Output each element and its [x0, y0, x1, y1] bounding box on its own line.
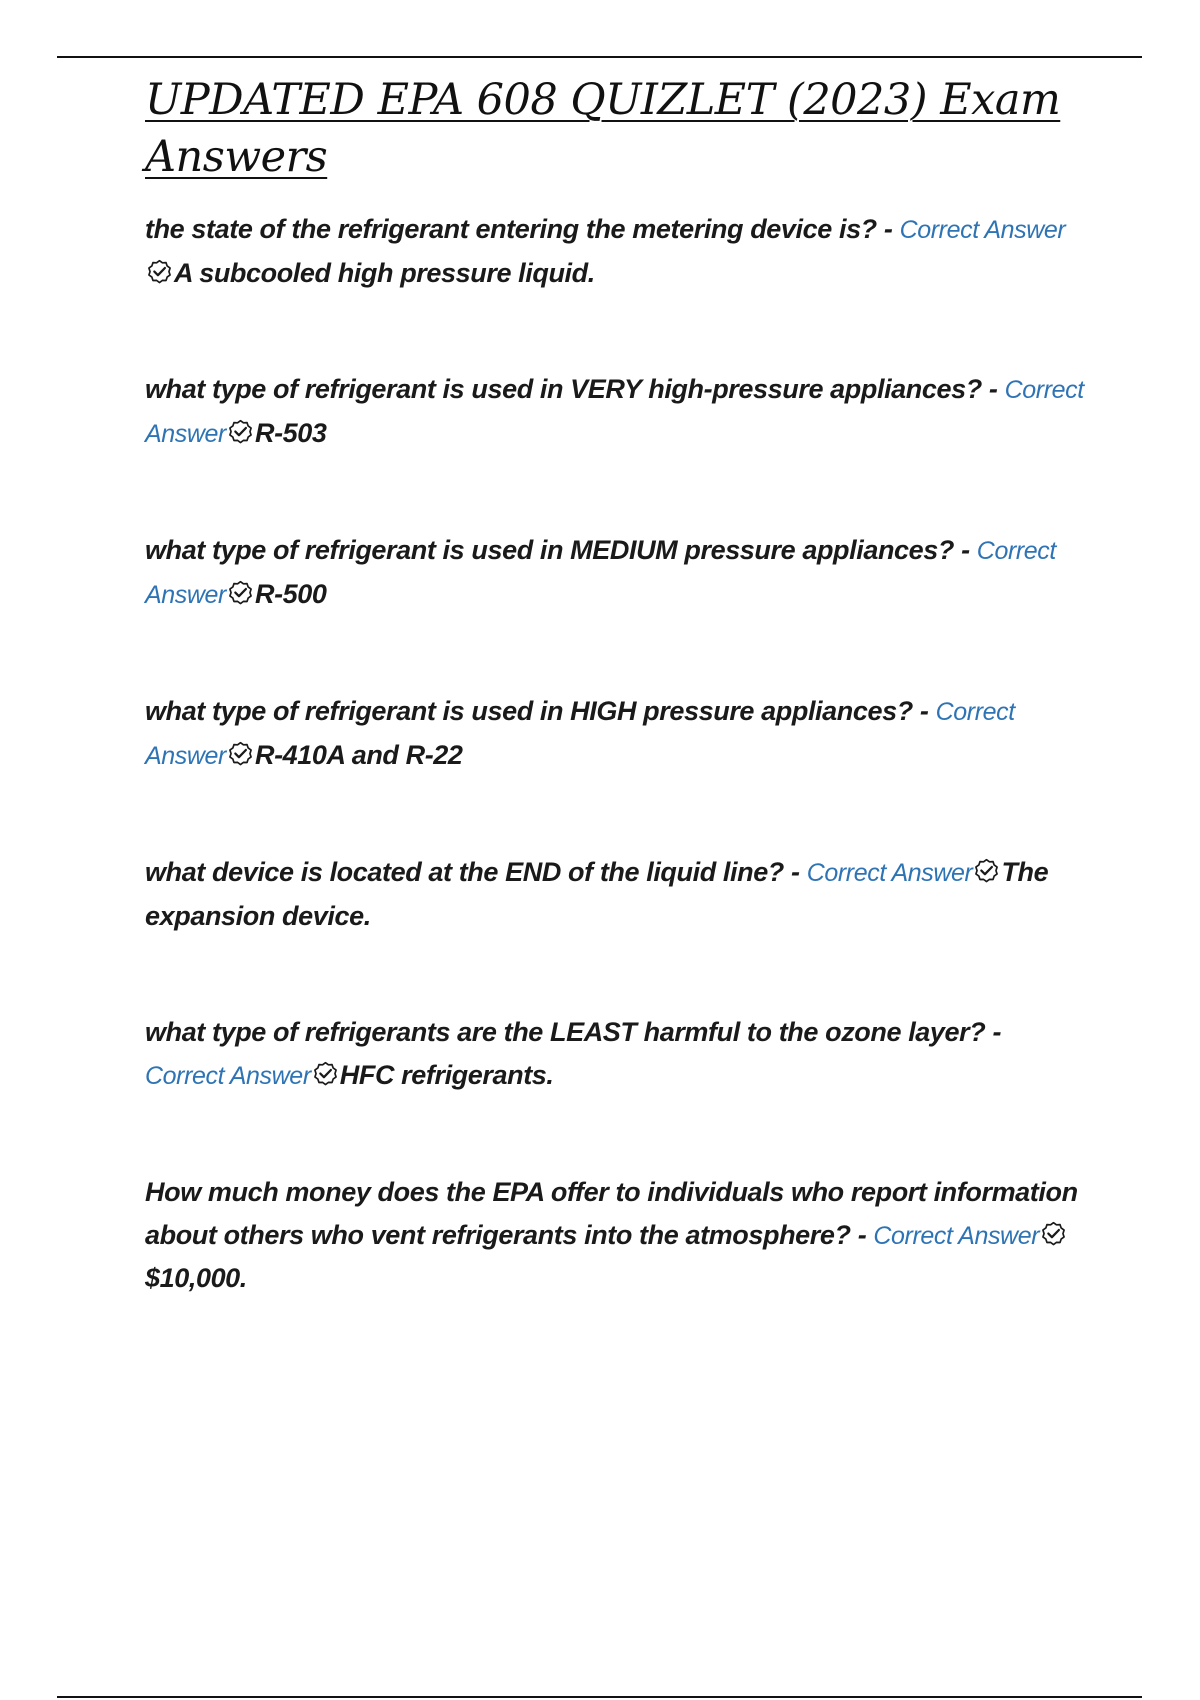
check-badge-icon — [1040, 1221, 1067, 1248]
question-text: what device is located at the END of the liquid line? — [145, 857, 784, 887]
answer-text: R-503 — [254, 417, 327, 448]
answer-label: Correct Answer — [806, 859, 973, 887]
question-text: what type of refrigerant is used in MEDIUM pressure appliances? — [145, 535, 954, 565]
document-body — [145, 72, 1085, 1300]
answer-label: Correct Answer — [145, 1061, 311, 1090]
answer-label: Correct Answer — [145, 376, 1084, 448]
question-text: the state of the refrigerant entering the metering device is? — [145, 214, 877, 244]
qa-item — [145, 1011, 1085, 1097]
answer-text: $10,000. — [145, 1263, 247, 1293]
separator: - — [876, 214, 900, 244]
answer-text: R-410A and R-22 — [254, 739, 463, 770]
answer-label: Correct Answer — [873, 1221, 1040, 1250]
separator: - — [912, 696, 936, 726]
question-text: what type of refrigerants are the LEAST harmful to the ozone layer? — [145, 1017, 986, 1047]
check-badge-icon — [227, 419, 254, 446]
qa-item — [145, 690, 1085, 777]
check-badge-icon — [973, 858, 1000, 885]
separator: - — [783, 857, 807, 887]
separator: - — [981, 374, 1005, 404]
qa-item — [145, 1171, 1085, 1300]
check-badge-icon — [312, 1061, 339, 1088]
top-rule — [57, 56, 1142, 58]
answer-text: The expansion device. — [145, 857, 1049, 931]
answer-label: Correct Answer — [899, 216, 1066, 244]
question-text: what type of refrigerant is used in HIGH pressure appliances? — [145, 696, 913, 726]
check-badge-icon — [146, 259, 173, 286]
answer-text: R-500 — [254, 578, 327, 609]
qa-item — [145, 368, 1085, 455]
separator: - — [985, 1017, 1002, 1047]
check-badge-icon — [227, 580, 254, 607]
separator: - — [850, 1219, 874, 1250]
check-badge-icon — [227, 741, 254, 768]
question-text: How much money does the EPA offer to individuals who report information about others who vent refrigerants into the atmosphere? — [145, 1177, 1078, 1250]
answer-text: HFC refrigerants. — [339, 1059, 554, 1090]
answer-label: Correct Answer — [145, 698, 1015, 770]
qa-item — [145, 529, 1085, 616]
qa-item — [145, 851, 1085, 937]
question-text: what type of refrigerant is used in VERY high-pressure appliances? — [145, 374, 982, 404]
answer-text: A subcooled high pressure liquid. — [174, 257, 595, 288]
page-title: UPDATED EPA 608 QUIZLET (2023) Exam Answers — [145, 75, 1061, 182]
bottom-rule — [57, 1696, 1142, 1698]
answer-label: Correct Answer — [145, 537, 1056, 609]
separator: - — [954, 535, 977, 565]
qa-item — [145, 208, 1085, 294]
